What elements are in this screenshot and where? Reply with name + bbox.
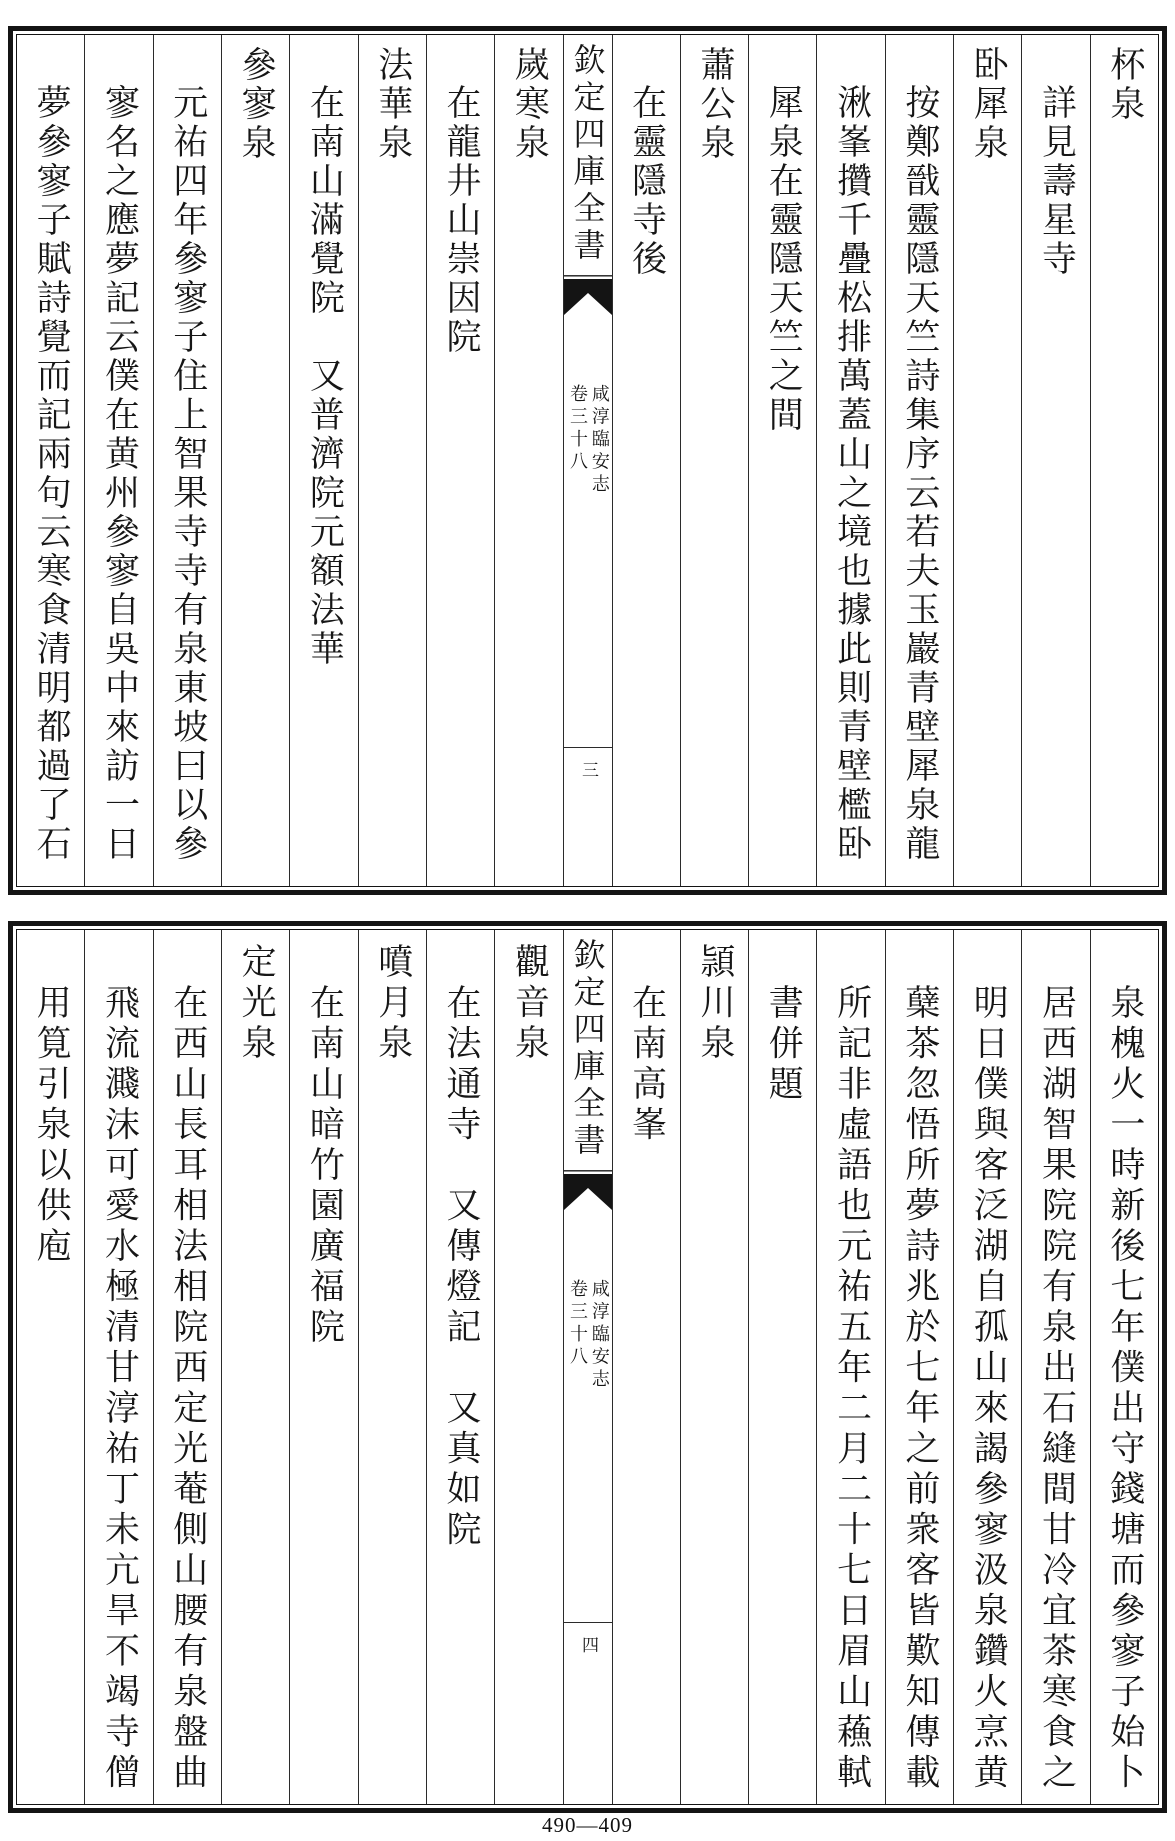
banxin-series-title: 欽定四庫全書	[568, 938, 607, 1160]
entry-heading: 觀音泉	[509, 943, 550, 1065]
entry-heading: 頴川泉	[694, 943, 735, 1065]
entry-heading: 法華泉	[372, 46, 413, 163]
text-column	[289, 35, 357, 886]
text-column	[1090, 930, 1158, 1804]
text-column	[1090, 35, 1158, 886]
entry-heading: 嵗寒泉	[509, 46, 550, 163]
entry-text: 在南山滿覺院 又普濟院元額法華	[304, 84, 345, 669]
text-column	[494, 930, 562, 1804]
text-column	[748, 930, 816, 1804]
entry-text: 在南高峯	[626, 984, 667, 1146]
text-column	[612, 35, 680, 886]
entry-text: 夢參寥子賦詩覺而記兩句云寒食清明都過了石	[31, 84, 72, 864]
fish-tail-mark	[564, 1170, 612, 1210]
text-column	[358, 930, 426, 1804]
leaf-page-bottom	[8, 921, 1167, 1813]
entry-text: 在南山暗竹園廣福院	[304, 984, 345, 1349]
text-column	[17, 930, 84, 1804]
entry-text: 飛流濺沫可愛水極清甘淳祐丁未亢旱不竭寺僧	[99, 984, 140, 1794]
entry-text: 按鄭戩靈隱天竺詩集序云若夫玉巖青壁犀泉龍	[899, 84, 940, 864]
entry-text: 元祐四年參寥子住上智果寺寺有泉東坡曰以參	[167, 84, 208, 864]
banxin-divider	[564, 747, 612, 748]
entry-text: 在靈隱寺後	[626, 84, 667, 279]
text-column	[1021, 35, 1089, 886]
entry-heading: 卧犀泉	[968, 46, 1009, 163]
entry-text: 用筧引泉以供庖	[31, 984, 72, 1268]
entry-heading: 噴月泉	[372, 943, 413, 1065]
entry-heading: 蕭公泉	[694, 46, 735, 163]
text-column	[816, 930, 884, 1804]
entry-heading: 杯泉	[1104, 46, 1145, 124]
text-column	[84, 930, 152, 1804]
text-column	[680, 35, 748, 886]
text-column	[153, 930, 221, 1804]
text-column	[153, 35, 221, 886]
entry-text: 泉槐火一時新後七年僕出守錢塘而參寥子始卜	[1104, 984, 1145, 1794]
reprint-page-reference: 490—409	[542, 1813, 633, 1837]
page-number: 四	[578, 1636, 598, 1653]
banxin-juan: 卷三十八	[567, 384, 588, 474]
banxin-book-info	[564, 1279, 612, 1392]
entry-text: 在龍井山崇因院	[441, 84, 482, 357]
entry-heading: 參寥泉	[236, 46, 277, 163]
entry-text: 湫峯攢千疊松排萬蓋山之境也據此則青壁檻卧	[831, 84, 872, 864]
text-column	[953, 930, 1021, 1804]
entry-text: 所記非虛語也元祐五年二月二十七日眉山蘓軾	[831, 984, 872, 1794]
entry-text: 在西山長耳相法相院西定光菴側山腰有泉盤曲	[167, 984, 208, 1794]
entry-text: 蘖茶忽悟所夢詩兆於七年之前衆客皆歎知傳載	[899, 984, 940, 1794]
text-column	[358, 35, 426, 886]
entry-text: 詳見壽星寺	[1036, 84, 1077, 279]
text-column	[816, 35, 884, 886]
banxin-center-column	[563, 35, 612, 886]
text-column	[748, 35, 816, 886]
entry-text: 在法通寺 又傳燈記 又真如院	[441, 984, 482, 1551]
page-frame	[16, 34, 1159, 887]
leaf-page-top	[8, 26, 1167, 895]
banxin-series-title: 欽定四庫全書	[568, 43, 607, 265]
text-column	[680, 930, 748, 1804]
entry-text: 寥名之應夢記云僕在黄州參寥自吳中來訪一日	[99, 84, 140, 864]
banxin-divider	[564, 1622, 612, 1623]
banxin-book-title: 咸淳臨安志	[588, 384, 610, 497]
text-column	[426, 35, 494, 886]
text-column	[885, 35, 953, 886]
text-column	[17, 35, 84, 886]
text-column	[612, 930, 680, 1804]
text-column	[426, 930, 494, 1804]
text-column	[221, 930, 289, 1804]
banxin-juan: 卷三十八	[567, 1279, 588, 1369]
text-column	[494, 35, 562, 886]
banxin-book-info	[564, 384, 612, 497]
text-column	[1021, 930, 1089, 1804]
text-column	[953, 35, 1021, 886]
banxin-center-column	[563, 930, 612, 1804]
entry-text: 居西湖智果院院有泉出石縫間甘冷宜茶寒食之	[1036, 984, 1077, 1794]
entry-text: 書併題	[763, 984, 804, 1106]
entry-text: 明日僕與客泛湖自孤山來謁參寥汲泉鑽火烹黄	[968, 984, 1009, 1794]
entry-heading: 定光泉	[236, 943, 277, 1065]
banxin-book-title: 咸淳臨安志	[588, 1279, 610, 1392]
page-number: 三	[578, 761, 598, 778]
page-frame	[16, 929, 1159, 1805]
entry-text: 犀泉在靈隱天竺之間	[763, 84, 804, 435]
text-column	[885, 930, 953, 1804]
text-column	[84, 35, 152, 886]
text-column	[289, 930, 357, 1804]
fish-tail-mark	[564, 275, 612, 315]
text-column	[221, 35, 289, 886]
